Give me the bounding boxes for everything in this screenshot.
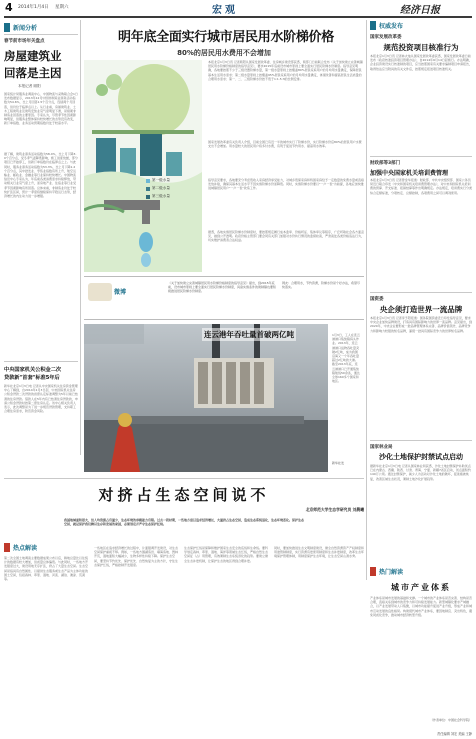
photo-caption-box	[332, 333, 360, 473]
news-analysis-tag	[4, 22, 56, 33]
legend-swatch-3	[146, 195, 150, 199]
story-5-body: 产业体系是城市发展的基础和支撑。一个城市的产业体系是否完善、结构是否合理，直接关系到城市的竞争力和可持续发展能力。新型城镇化要求产城融合，以产业发展带动人口集聚，以城市功能提升促进产业升级，形成产业和城市互动发展的良性格局。构建现代城市产业体系，要因地制宜、突出特色，避免同质化竞争，推动城市经济转型升级。	[370, 596, 472, 617]
section-title: 宏观	[212, 5, 238, 16]
story-5-signature: （作者单位：中国社会科学院）	[429, 718, 472, 722]
ecology-byline: 北京师范大学生态学研究员 刘晨曦	[305, 507, 364, 512]
left-headline-line1: 房屋建筑业	[4, 49, 62, 63]
hot-reading-label: 热门解读	[379, 569, 404, 576]
ecology-lead: 我国地域面积很大，但人均资源占有量少，生态环境的承载能力有限。过去一段时期，一些地方盲目追求经济增长，大量挤占生态空间，造成生态系统退化，生态环境恶化。保护生态空间，就是保护我们赖以生存和发展的家园，必须划定并严守生态保护红线。	[64, 518, 304, 527]
story-5-headline: 城市产业体系	[391, 582, 451, 592]
ecology-body-2: 一些地区在追求经济增长的过程中，片面强调开发建设，对生态空间保护重视不够。例如，一些地方围湖造田、填海造地、毁林开荒，湿地面积大幅减少，生物多样性持续下降。保护生态空间，要坚持节约优先、保护优先、自然恢复为主的方针，守住生态保护红线，严格控制开发强度。	[94, 546, 179, 567]
left-headline-line2: 回落是主因	[4, 66, 62, 80]
legend-swatch-2	[146, 187, 150, 191]
left-body-2: 据了解，建筑业商务活动指数为58.4%，比上月下降3.0个百分点，受冬季气温降低影响，施工进度放缓，部分项目已开始停工，但新订单指数仍在临界点之上。与此同时，服务业商务活动指数为53.3%，比上月下降1.2个百分点，其中批发业、零售业指数有所上升，航空运输业、邮政业、金融业等行业保持较快增长。中国物流信息中心专家认为，年底前各类消费需求持续释放，带动相关行业景气度上升，而房地产业、住宿业等行业受季节因素影响有所回落。总体来看，非制造业仍处于较快扩张区间，预计一季度将继续保持平稳运行态势，经济增长的内生动力进一步增强。	[4, 152, 78, 199]
header-rule	[4, 16, 472, 18]
water-illustration	[84, 60, 202, 272]
story-4-headline: 沙化土地保护封禁试点启动	[379, 453, 463, 461]
water-body-3: 指导意见要求，各地要充分考虑低收入家庭经济承受能力，对城乡低保家庭和特困家庭给予一定数量的免费水量或直接发放补贴，确保其基本生活水平不因实施阶梯水价而降低。同时，实施阶梯水价要以"一户一表"为前提，各地应加快推进城镇居民用户"一户一表"改造工作。	[208, 178, 364, 191]
left-story-headline-2: 贷款新"首套"标准5年后	[4, 375, 60, 381]
legend-item-3: 第三级水量	[152, 194, 170, 198]
legend-swatch-1	[146, 179, 150, 183]
legend-item-1: 第一级水量	[152, 178, 170, 182]
ecology-headline: 对挤占生态空间说不	[98, 486, 270, 504]
legend	[146, 178, 200, 199]
left-kicker: 春节前市场年关盘点	[4, 39, 45, 44]
header-weekday: 星期六	[55, 5, 69, 10]
story-1-body: 本报北京1月3日讯 记者林火灿从国家发展改革委获悉，国家发展改革委日前发布《政府核准投资项目管理办法》，自2014年6月14日起施行。办法明确，企业投资建设实行核准制的项目，应当按照国家有关要求编制项目申请报告，取得依法应当附具的有关文件后，按照规定报送项目核准机关。	[370, 54, 472, 71]
tag-marker-icon	[370, 21, 376, 30]
hot-reading-tag	[370, 566, 450, 577]
hotspot-label: 热点解读	[13, 545, 38, 552]
water-body-1: 本报北京1月3日讯 记者顾阳从国家发展改革委、住房城乡建设部获悉，两部门日前联合发布《关于加快建立完善城镇居民用水阶梯价格制度的指导意见》，要求2015年底前设市城市原则上要全面实行居民阶梯水价制度。指导意见明确，各地要按照不少于三级设置阶梯水量，第一级水量原则上按覆盖80%居民家庭用户的月均用水量确定，保障居民基本生活用水需求；第二级水量原则上按覆盖95%居民家庭用户的月均用水量确定，体现改善和提高居民生活质量的合理用水需求；第一、二、三级阶梯水价按不低于1:1.5:3的比例安排。	[208, 60, 363, 81]
water-headline: 明年底全面实行城市居民用水阶梯价格	[118, 30, 334, 45]
masthead-logo: 经济日报	[400, 5, 440, 16]
story-3-headline: 央企须打造世界一流品牌	[379, 305, 463, 314]
page-number: 4	[5, 1, 13, 14]
authority-tag	[370, 20, 450, 31]
story-2-body: 本报北京1月3日讯 记者曾金华报道：财政部、中共中央组织部、国家公务员局近日联合印发《中央和国家机关培训费管理办法》，对中央和国家机关培训费的预算、开支标准、报销结算等作出明确规定。办法规定，培训费实行分类综合定额标准，分项核定、总额控制，各项费用之间可以调剂使用。	[370, 178, 472, 195]
story-2-kicker: 财政部等3部门	[370, 161, 401, 166]
left-byline: 本报记者 顾阳	[18, 84, 41, 88]
story-4-body: 据新华社北京1月3日电 记者从国家林业局获悉，沙化土地封禁保护补助试点已在内蒙古、西藏、陕西、甘肃、青海、宁夏、新疆7省区启动，试点面积约140万公顷。通过封禁保护，减少人为活动对沙化土地的破坏，促进植被恢复，改善区域生态状况，遏制土地沙化扩展趋势。	[370, 464, 471, 481]
legend-item-2: 第二级水量	[152, 186, 170, 190]
story-3-kicker: 国资委	[370, 297, 384, 302]
left-story-headline-1: 中央国家机关公积金二次	[4, 367, 62, 373]
ecology-body-3: 生态保护红线是保障和维护国家生态安全的底线和生命线。要科学划定森林、草原、湿地、海洋等领域生态红线，严格自然生态空间征（占）用管理，有效遏制生态系统退化的趋势。要建立健全生态补偿机制，让保护生态的地区得到合理补偿。	[184, 546, 269, 563]
port-photo	[84, 324, 328, 472]
right-column	[370, 20, 472, 735]
water-body-4: 据悉，各地实施居民阶梯水价制度时，要按照规定履行成本监审、价格听证、集体审议等程序，广泛听取社会各方面意见，做到公开透明。政府价格主管部门要会同有关部门加强对水价执行情况的监督检查，严肃查处各类价格违法行为，切实维护消费者合法权益。	[208, 230, 364, 243]
left-body-1: 国家统计局服务业调查中心、中国物流与采购联合会1日发布数据显示，2013年12月中国非制造业商务活动指数为54.6%，比上月回落1.5个百分点，连续两个月回落，但仍位于临界点以上。从行业看，房屋建筑业、土木工程建筑业及建筑安装业景气度明显下滑，是拖累非制造业回落的主要原因。专家认为，尽管季节性因素影响明显，但服务业整体保持较快增长的态势没有改变，新订单指数、业务活动预期指数仍处于较高水平。	[4, 92, 78, 126]
wechat-text: 《关于加快建立完善城镇居民用水阶梯价格制度的指导意见》提出，到2015年底前，设市城市原则上要全面实行居民阶梯水价制度，具备实施条件的建制镇也要积极推进居民阶梯水价制度。	[168, 281, 277, 294]
wechat-box	[84, 276, 364, 320]
story-1-kicker: 国家发展改革委	[370, 35, 402, 40]
page-header	[0, 0, 476, 16]
ecology-story	[4, 482, 364, 732]
story-4-kicker: 国家林业局	[370, 445, 393, 450]
water-subheadline: 80%的居民用水费用不会增加	[177, 49, 271, 57]
header-date: 2014年1月4日	[18, 5, 49, 10]
fire-icon	[370, 567, 376, 576]
fire-icon	[4, 543, 10, 552]
tag-label: 新闻分析	[13, 25, 38, 32]
wechat-label: 微博	[114, 289, 127, 296]
hotspot-tag	[4, 542, 76, 553]
ecology-body-4: 同时，要加快推进生态文明制度建设，健全自然资源资产产权制度和用途管制制度，实行资源有偿使用制度和生态补偿制度，改革生态环境保护管理体制，用制度保护生态环境，让生态空间山清水秀。	[274, 546, 364, 559]
story-2-headline: 加强中央国家机关培训费管理	[370, 170, 449, 177]
water-body-2: 国家发展改革委有关负责人介绍，目前全国已有近一半的城市实行了阶梯水价，实行阶梯水价后80%的居民用户水费支出不会增加。用水量较大的居民用户将多付水费，有利于促进节约用水、提高用水效率。	[208, 140, 362, 149]
ecology-body-1: 第二次全国土地调查主要数据成果公布以后，耕地总量比以往统计的数据有较大增加，但质量总体偏低。与此同时，一些地方开发强度过大，建设用地无序扩张，挤占了大量生态空间。生态空间是指具有自然属性、以提供生态服务或生态产品为主体功能的国土空间，包括森林、草原、湿地、河流、湖泊、滩涂、荒漠等。	[4, 556, 89, 582]
port-crane-photo	[84, 324, 328, 472]
tag-marker-icon	[4, 23, 10, 32]
page-footer: 责任编辑 刘宏 美编 王静	[437, 732, 472, 736]
wechat-icon	[88, 283, 112, 301]
authority-label: 权威发布	[379, 23, 404, 30]
photo-caption: 1月3日，工人在连云港港口集装箱码头作业。2013年，连云港港口货物吞吐量突破2亿吨，成为我国沿海又一个年吞吐量超过2亿吨的大港。截至2013年底，连云港港口已开通集装箱航线50余条，通达全球160多个国家和地区。	[332, 333, 360, 384]
water-story	[84, 20, 364, 330]
story-1-headline: 规范投资项目核准行为	[383, 43, 459, 52]
left-story-body: 新华社北京1月3日电 记者从中央国家机关住房资金管理中心了解到，自2014年1月3日起，中央国家机关住房公积金贷款二次贷款的首套认定标准调整为5年以前已结清的住房贷款。借款人在5年内有已结清住房贷款的，申请公积金贷款时按第二套住房认定。该中心相关负责人表示，此次调整是为了进一步规范贷款管理，支持职工合理住房需求，防范资金风险。	[4, 384, 78, 414]
photo-headline: 连云港年吞吐量首破两亿吨	[204, 330, 294, 339]
photo-credit: 新华社发	[332, 461, 345, 465]
wechat-signature: 网友：合理用水，节约资源，阶梯水价是个好办法，希望尽快落实。	[282, 281, 361, 290]
story-3-body: 本报北京1月3日讯 记者李予阳报道：国务院国资委近日印发指导意见，要求中央企业加快品牌建设，打造具有国际影响力的世界一流品牌。意见提出，到2020年，中央企业要形成一批品牌管理体系完善、品牌价值领先、品牌竞争力和影响力较强的知名品牌，涌现一批具有国际竞争力的世界知名品牌。	[370, 316, 472, 333]
water-tap-illustration	[84, 60, 202, 272]
